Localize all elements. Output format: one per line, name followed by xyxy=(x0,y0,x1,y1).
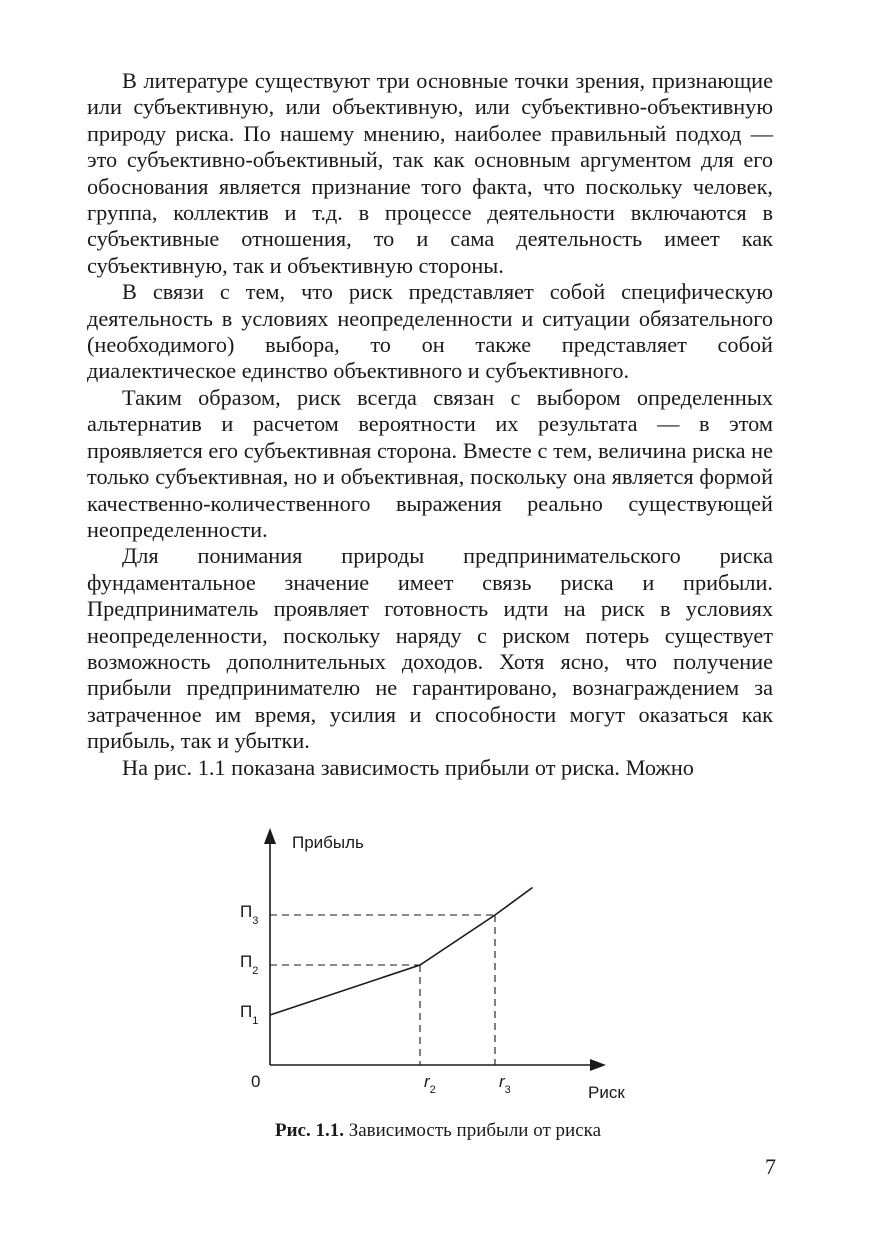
y-tick-label: $П_1$ xyxy=(240,1002,259,1027)
paragraph: Для понимания природы предпринимательского риска фундаментальное значение имеет связь риска и прибыли. Предприниматель проявляет готовность идти на риск в условиях неопределенности, поскольку наряду с риском потерь существует возможность дополнительных доходов. Хотя ясно, что получение прибыли предпринимателю не гарантировано, вознаграждением за затраченное им время, усилия и способности могут оказаться как прибыль, так и убытки. xyxy=(87,543,773,754)
figure-1-1 xyxy=(225,820,635,1110)
origin-label: 0 xyxy=(251,1072,261,1091)
page-number: 7 xyxy=(765,1154,776,1179)
body-text xyxy=(87,68,773,781)
caption-text: Зависимость прибыли от риска xyxy=(343,1120,602,1141)
y-axis-label: Прибыль xyxy=(292,833,364,852)
figure-caption xyxy=(0,1118,876,1144)
profit-risk-chart xyxy=(225,820,635,1110)
x-tick-label: $r_2$ xyxy=(424,1072,436,1096)
paragraph: На рис. 1.1 показана зависимость прибыли от риска. Можно xyxy=(122,754,694,780)
x-tick-label: $r_3$ xyxy=(499,1072,511,1096)
x-axis-label: Риск xyxy=(588,1083,625,1102)
y-tick-label: $П_3$ xyxy=(240,902,259,927)
paragraph: В связи с тем, что риск представляет собой специфическую деятельность в условиях неопределенности и ситуации обязательного (необходимого) выбора, то он также представляет собой диалектическое единство объективного и субъективного. xyxy=(87,279,773,384)
x-axis-arrow xyxy=(590,1059,606,1071)
y-axis-arrow xyxy=(264,828,276,844)
paragraph: В литературе существуют три основные точки зрения, признающие или субъективную, или объективную, или субъективно-объективную природу риска. По нашему мнению, наиболее правильный подход — это субъективно-объективный, так как основным аргументом для его обоснования является признание того факта, что поскольку человек, группа, коллектив и т.д. в процессе деятельности включаются в субъективные отношения, то и сама деятельность имеет как субъективную, так и объективную стороны. xyxy=(87,68,773,278)
paragraph: Таким образом, риск всегда связан с выбором определенных альтернатив и расчетом вероятности их результата — в этом проявляется его субъективная сторона. Вместе с тем, величина риска не только субъективная, но и объективная, поскольку она является формой качественно-количественного выражения реально существующей неопределенности. xyxy=(87,384,773,542)
caption-label: Рис. 1.1. xyxy=(274,1120,344,1141)
y-tick-label: $П_2$ xyxy=(240,952,259,977)
profit-line xyxy=(270,888,533,1016)
